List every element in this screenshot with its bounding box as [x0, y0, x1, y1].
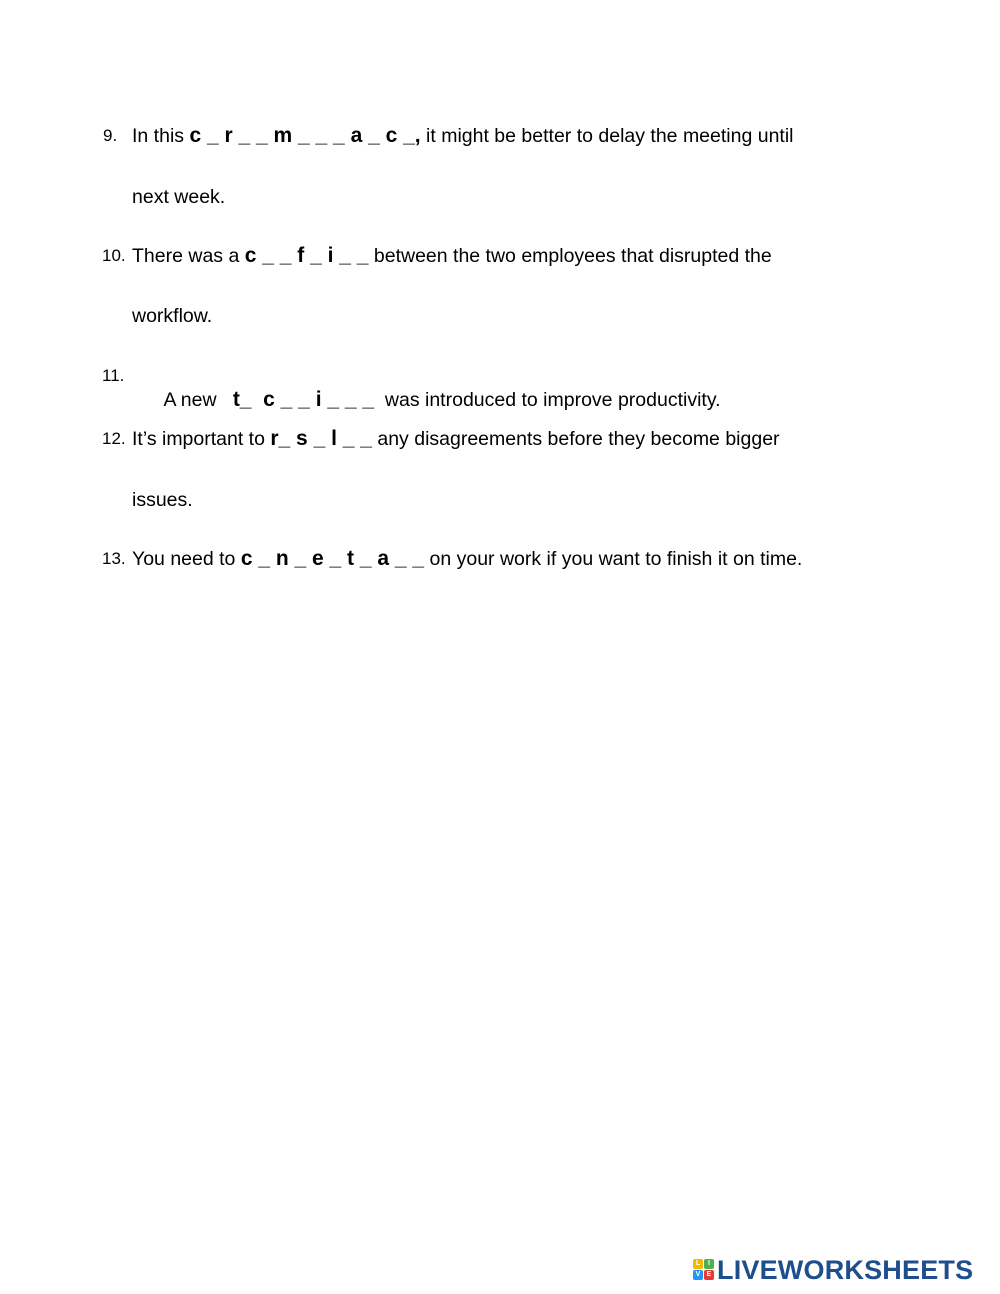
question-continuation: issues.: [132, 489, 193, 511]
logo-mark-letter: I: [704, 1259, 714, 1269]
text-after: on your work if you want to finish it on time.: [424, 548, 803, 570]
text-before: It’s important to: [132, 428, 271, 450]
logo-mark-letter: E: [704, 1270, 714, 1280]
question-number: 13.: [102, 549, 126, 568]
question-number: 11.: [102, 366, 125, 385]
question-continuation: workflow.: [132, 305, 213, 327]
text-before: You need to: [132, 548, 241, 570]
word-puzzle-blank[interactable]: c _ r _ _ m _ _ _ a _ c _,: [189, 124, 421, 147]
question-text: [132, 124, 794, 148]
text-before: There was a: [132, 245, 245, 267]
question-number: 10.: [102, 246, 126, 265]
question-continuation: next week.: [132, 186, 226, 208]
question-text: [132, 364, 721, 436]
liveworksheets-logo[interactable]: [693, 1255, 973, 1285]
text-after: it might be better to delay the meeting until: [420, 125, 794, 147]
question-number: 9.: [103, 126, 118, 145]
word-puzzle-blank[interactable]: c _ n _ e _ t _ a _ _: [240, 547, 425, 570]
logo-mark-letter: V: [693, 1270, 703, 1280]
question-text: [132, 427, 780, 451]
question-number: 12.: [102, 429, 126, 448]
word-puzzle-blank[interactable]: r_ s _ l _ _: [270, 427, 372, 450]
text-after: any disagreements before they become bigger: [371, 428, 780, 450]
text-after: was introduced to improve productivity.: [374, 389, 721, 411]
text-after: between the two employees that disrupted the: [368, 245, 772, 267]
logo-mark-letter: L: [693, 1259, 703, 1269]
text-before: A new: [163, 389, 233, 411]
text-before: In this: [132, 125, 190, 147]
word-puzzle-blank[interactable]: c _ _ f _ i _ _: [244, 244, 369, 267]
question-text: [132, 547, 802, 571]
word-puzzle-blank[interactable]: t_ c _ _ i _ _ _: [232, 388, 375, 411]
logo-text: LIVEWORKSHEETS: [717, 1254, 974, 1285]
question-text: [132, 244, 772, 268]
liveworksheets-logo-mark-icon: [693, 1259, 715, 1281]
